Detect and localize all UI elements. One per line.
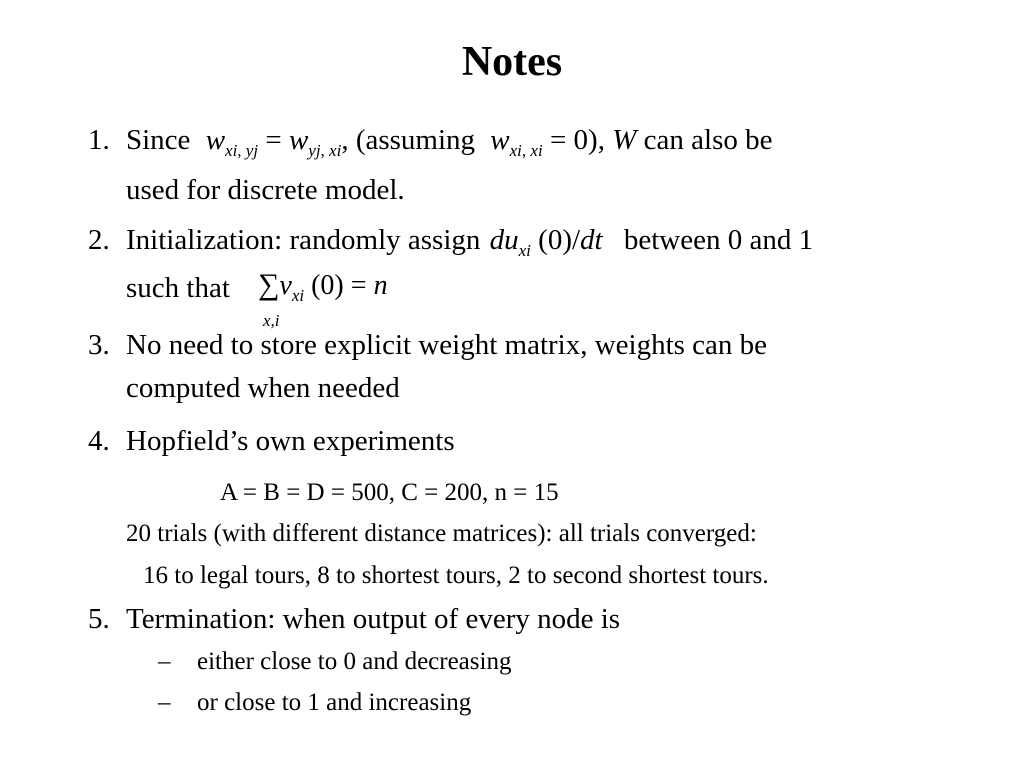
item-3-number: 3. xyxy=(88,329,110,361)
item-4-line-1: Hopfield’s own experiments xyxy=(126,425,455,457)
item-1-diagonal-equation: $w_{xi, xi} = 0$) xyxy=(490,124,598,160)
item-2-between: between 0 and 1 xyxy=(623,224,814,256)
item-2-sum-equation: $\sum v_{xi}$ (0) = n xyxy=(258,268,388,305)
item-5-subitem-1: either close to 0 and decreasing xyxy=(197,648,512,675)
item-2-line-1 xyxy=(126,224,814,260)
item-2-number: 2. xyxy=(88,224,110,256)
item-2-text: Initialization: randomly assign xyxy=(126,224,481,256)
item-5-subitem-2: or close to 1 and increasing xyxy=(197,689,472,716)
item-1-matrix-w: W xyxy=(612,124,637,156)
item-1-weight-symmetry-equation: $w_{xi, yj} = w_{yj, xi}$ xyxy=(205,124,342,160)
item-2-derivative-expression: $du_{xi}$ (0)/dt xyxy=(489,224,603,260)
item-4-number: 4. xyxy=(88,425,110,457)
item-1-comma: , xyxy=(597,124,605,156)
item-2-sum-index: x,i xyxy=(263,311,280,330)
item-5-number: 5. xyxy=(88,603,110,635)
item-4-parameters: A = B = D = 500, C = 200, n = 15 xyxy=(220,479,559,506)
item-3-line-2: computed when needed xyxy=(126,372,400,404)
item-5-line-1: Termination: when output of every node is xyxy=(126,603,621,635)
item-1-can-also-be: can also be xyxy=(643,124,773,156)
item-5-subitem-2-dash: – xyxy=(158,689,171,716)
item-4-results: 16 to legal tours, 8 to shortest tours, 2 to second shortest tours. xyxy=(143,562,769,589)
item-1-line-1 xyxy=(126,124,773,160)
item-1-since: Since xyxy=(126,124,191,156)
item-1-assuming: , (assuming xyxy=(341,124,476,156)
item-1-number: 1. xyxy=(88,124,110,156)
page-title: Notes xyxy=(461,39,563,85)
item-2-line-2: such that xyxy=(126,272,230,304)
item-4-trials: 20 trials (with different distance matrices): all trials converged: xyxy=(126,520,757,547)
item-3-line-1: No need to store explicit weight matrix, weights can be xyxy=(126,329,768,361)
item-5-subitem-1-dash: – xyxy=(158,648,171,675)
item-1-line-2: used for discrete model. xyxy=(126,174,405,206)
